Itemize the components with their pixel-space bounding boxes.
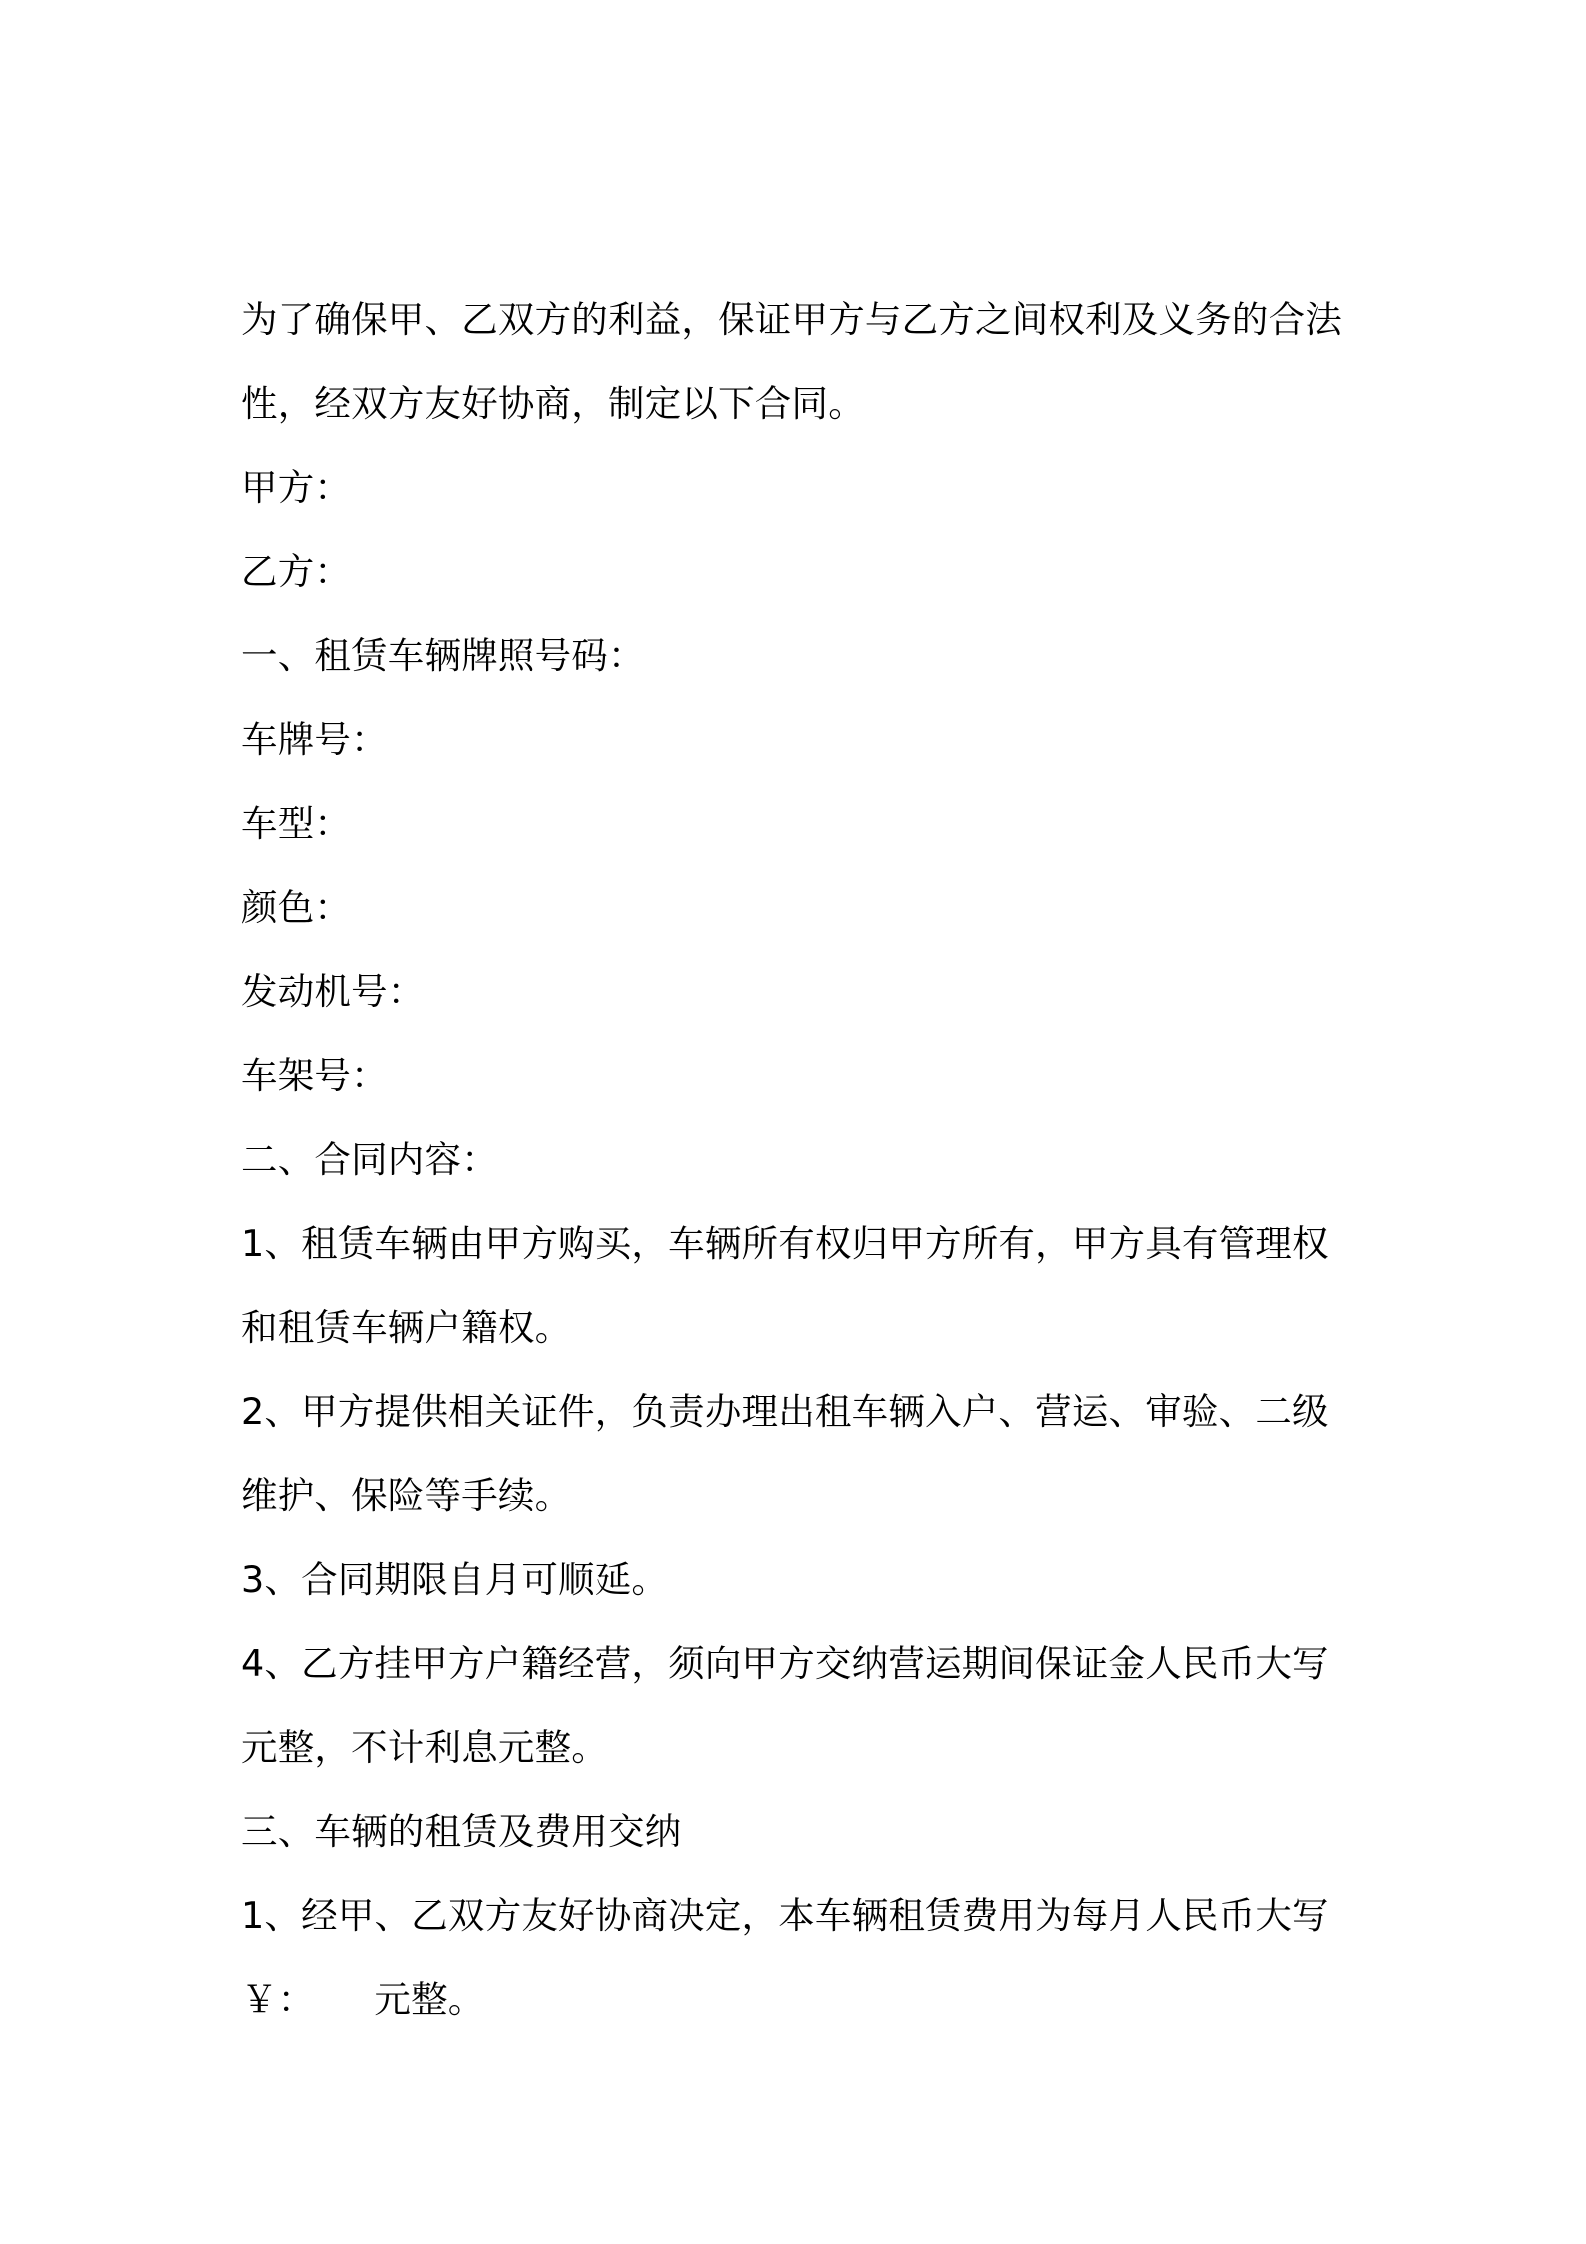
section-1-heading: 一、租赁车辆牌照号码：: [241, 634, 645, 677]
engine-number-label: 发动机号：: [241, 970, 425, 1013]
section-3-heading: 三、车辆的租赁及费用交纳: [241, 1810, 682, 1853]
section-2-heading: 二、合同内容：: [241, 1138, 498, 1181]
contract-body: [241, 278, 1361, 2042]
item-1-line-1: 1、租赁车辆由甲方购买，车辆所有权归甲方所有，甲方具有管理权: [241, 1222, 1329, 1265]
frame-number-label: 车架号：: [241, 1054, 388, 1097]
item-2-line-1: 2、甲方提供相关证件，负责办理出租车辆入户、营运、审验、二级: [241, 1390, 1329, 1433]
fee-line-1: 1、经甲、乙双方友好协商决定，本车辆租赁费用为每月人民币大写: [241, 1894, 1329, 1937]
item-3: 3、合同期限自月可顺延。: [241, 1558, 669, 1601]
car-model-label: 车型：: [241, 802, 352, 845]
fee-amount-suffix: 元整。: [374, 1978, 485, 2021]
fee-currency-label: ￥：: [241, 1978, 315, 2021]
intro-line-2: 性，经双方友好协商，制定以下合同。: [241, 382, 865, 425]
item-2-line-2: 维护、保险等手续。: [241, 1474, 572, 1517]
party-a-label: 甲方：: [241, 466, 352, 509]
intro-line-1: 为了确保甲、乙双方的利益，保证甲方与乙方之间权利及义务的合法: [241, 298, 1342, 341]
item-4-line-2: 元整，不计利息元整。: [241, 1726, 608, 1769]
party-b-label: 乙方：: [241, 550, 352, 593]
color-label: 颜色：: [241, 886, 352, 929]
fee-line-2: [241, 1958, 1361, 2042]
item-1-line-2: 和租赁车辆户籍权。: [241, 1306, 572, 1349]
item-4-line-1: 4、乙方挂甲方户籍经营，须向甲方交纳营运期间保证金人民币大写: [241, 1642, 1329, 1685]
plate-number-label: 车牌号：: [241, 718, 388, 761]
